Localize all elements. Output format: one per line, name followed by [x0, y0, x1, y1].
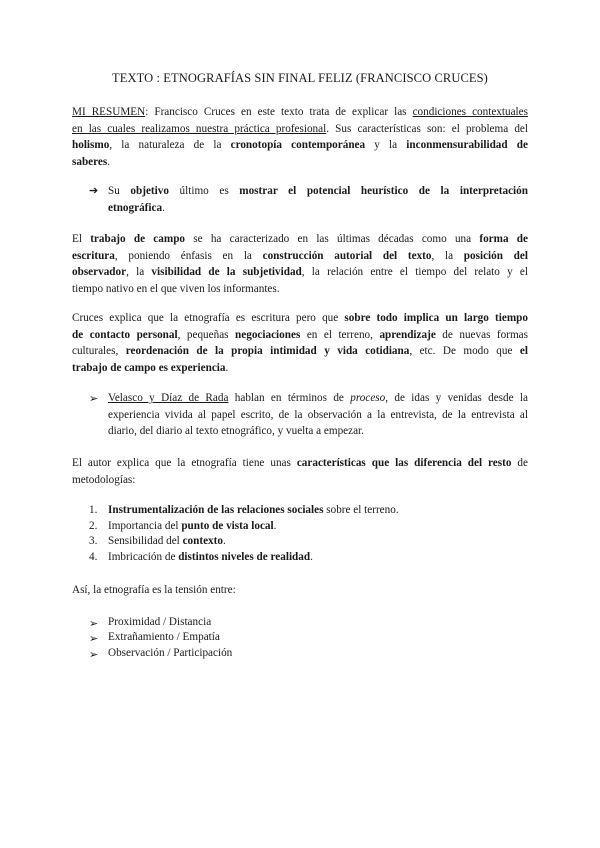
arrow-bullet-icon: ➔: [89, 185, 99, 197]
list-item-number: 2.: [89, 520, 98, 532]
list-item-number: 1.: [89, 504, 98, 516]
list-item: Importancia del punto de vista local.: [108, 520, 277, 532]
list-item: Instrumentalización de las relaciones sociales sobre el terreno.: [108, 504, 399, 516]
list-item: Extrañamiento / Empatía: [108, 631, 220, 643]
page-title: TEXTO : ETNOGRAFÍAS SIN FINAL FELIZ (FRANCISCO CRUCES): [112, 71, 488, 85]
list-item: Sensibilidad del contexto.: [108, 535, 226, 547]
triangle-bullet-icon: ➢: [89, 618, 99, 630]
list-item: Imbricación de distintos niveles de realidad.: [108, 551, 313, 563]
list-item: Observación / Participación: [108, 647, 233, 659]
triangle-bullet-icon: ➢: [89, 633, 99, 645]
summary-paragraph: MI RESUMEN: Francisco Cruces en este texto trata de explicar las condiciones contextuales en las cuales realizamos nuestra práctica profesional. Sus características son: el problema del holismo, la naturaleza de la cronotopía contemporánea y la inconmensurabilidad de saberes.: [72, 106, 528, 168]
objective-paragraph: Su objetivo último es mostrar el potencial heurístico de la interpretación etnográfica.: [108, 185, 528, 214]
tension-intro: Así, la etnografía es la tensión entre:: [72, 584, 236, 596]
triangle-bullet-icon: ➢: [89, 649, 99, 661]
characteristics-paragraph: El autor explica que la etnografía tiene unas características que las diferencia del resto de metodologías:: [72, 457, 528, 486]
list-item: Proximidad / Distancia: [108, 616, 212, 628]
triangle-bullet-icon: ➢: [89, 393, 99, 405]
fieldwork-paragraph: El trabajo de campo se ha caracterizado en las últimas décadas como una forma de escritura, poniendo énfasis en la construcción autorial del texto, la posición del observador, la visibilidad de la subjetividad, la relación entre el tiempo del relato y el tiempo nativo en el que viven los informantes.: [72, 233, 529, 295]
experience-paragraph: Cruces explica que la etnografía es escritura pero que sobre todo implica un largo tiempo de contacto personal, pequeñas negociaciones en el terreno, aprendizaje de nuevas formas culturales, reordenación de la propia intimidad y vida cotidiana, etc. De modo que el trabajo de campo es experiencia.: [72, 312, 528, 374]
summary-label: MI RESUMEN: [72, 106, 146, 118]
process-paragraph: Velasco y Díaz de Rada hablan en términos de proceso, de idas y venidas desde la experiencia vivida al papel escrito, de la observación a la entrevista, de la entrevista al diario, del diario al texto etnográfico, y vuelta a empezar.: [108, 392, 528, 437]
list-item-number: 3.: [89, 535, 98, 547]
list-item-number: 4.: [89, 551, 98, 563]
